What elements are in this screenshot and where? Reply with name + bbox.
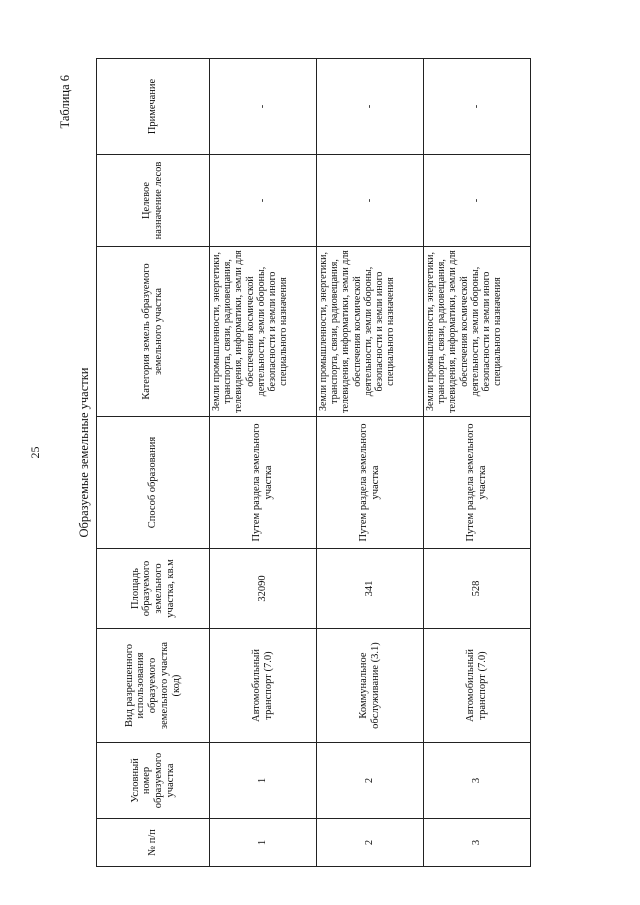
header-cell-area: Площадь образуемого земельного участка, кв.м	[97, 549, 210, 629]
page-number: 25	[28, 446, 42, 459]
table-caption: Образуемые земельные участки	[77, 367, 91, 538]
cell-note: -	[317, 59, 424, 155]
cell-permitted-use: Автомобильный транспорт (7.0)	[424, 629, 531, 743]
header-cell-land-category: Категория земель образуемого земельного участка	[97, 247, 210, 417]
cell-note: -	[210, 59, 317, 155]
cell-land-category: Земли промышленности, энергетики, транспорта, связи, радиовещания, телевидения, информатики, земли для обеспечения космической деятельности, земли обороны, безопасности и земли иного специального назначения	[317, 247, 424, 417]
cell-forest-purpose: -	[210, 155, 317, 247]
header-cell-formation-method: Способ образования	[97, 417, 210, 549]
cell-permitted-use: Коммунальное обслуживание (3.1)	[317, 629, 424, 743]
cell-forest-purpose: -	[317, 155, 424, 247]
table-row	[210, 59, 317, 867]
cell-number: 2	[317, 819, 424, 867]
header-cell-conditional-number: Условный номер образуемого участка	[97, 743, 210, 819]
cell-conditional-number: 2	[317, 743, 424, 819]
header-cell-forest-purpose: Целевое назначение лесов	[97, 155, 210, 247]
cell-number: 1	[210, 819, 317, 867]
cell-formation-method: Путем раздела земельного участка	[210, 417, 317, 549]
cell-conditional-number: 1	[210, 743, 317, 819]
cell-number: 3	[424, 819, 531, 867]
table-row	[317, 59, 424, 867]
land-plots-table	[96, 58, 531, 867]
header-cell-note: Примечание	[97, 59, 210, 155]
cell-formation-method: Путем раздела земельного участка	[424, 417, 531, 549]
header-cell-permitted-use: Вид разрешенного использования образуемого земельного участка (код)	[97, 629, 210, 743]
table-row	[424, 59, 531, 867]
cell-note: -	[424, 59, 531, 155]
cell-area: 32090	[210, 549, 317, 629]
cell-conditional-number: 3	[424, 743, 531, 819]
cell-formation-method: Путем раздела земельного участка	[317, 417, 424, 549]
cell-area: 528	[424, 549, 531, 629]
header-cell-number: № п/п	[97, 819, 210, 867]
cell-land-category: Земли промышленности, энергетики, транспорта, связи, радиовещания, телевидения, информатики, земли для обеспечения космической деятельности, земли обороны, безопасности и земли иного специального назначения	[424, 247, 531, 417]
cell-land-category: Земли промышленности, энергетики, транспорта, связи, радиовещания, телевидения, информатики, земли для обеспечения космической деятельности, земли обороны, безопасности и земли иного специального назначения	[210, 247, 317, 417]
cell-area: 341	[317, 549, 424, 629]
cell-forest-purpose: -	[424, 155, 531, 247]
cell-permitted-use: Автомобильный транспорт (7.0)	[210, 629, 317, 743]
header-row	[97, 59, 210, 867]
table-label: Таблица 6	[58, 75, 72, 129]
